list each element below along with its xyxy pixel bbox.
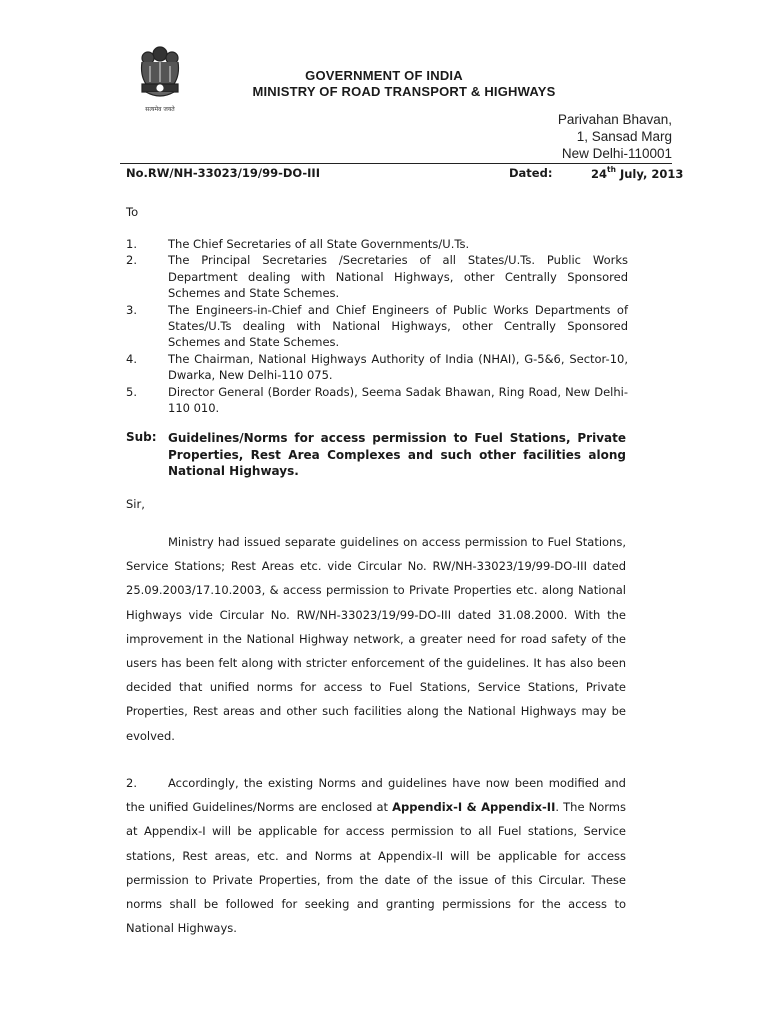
header-divider: [120, 163, 672, 164]
paragraph-2-number: 2.: [126, 776, 137, 790]
list-item-number: 4.: [126, 351, 137, 366]
list-item-number: 1.: [126, 237, 137, 251]
list-item: [126, 236, 628, 252]
address-line-3: New Delhi-110001: [561, 146, 672, 161]
subject-label: Sub:: [126, 430, 157, 444]
date-suffix: th: [607, 165, 616, 174]
list-item: [126, 384, 628, 417]
list-item-number: 2.: [126, 253, 137, 268]
paragraph-2-text-a: Accordingly, the existing Norms and guidelines have now been modified and the unified Guidelines/Norms are enclosed at: [126, 776, 626, 815]
salutation-to: To: [126, 205, 139, 219]
list-item-text: The Engineers-in-Chief and Chief Engineers of Public Works Departments of States/U.Ts dealing with National Highways, other Centrally Sponsored Schemes and State Schemes.: [168, 302, 628, 350]
list-item: [126, 351, 628, 384]
list-item: [126, 252, 628, 301]
list-item-text: The Principal Secretaries /Secretaries of all States/U.Ts. Public Works Department dealing with National Highways, other Centrally Sponsored Schemes and State Schemes.: [168, 253, 628, 301]
paragraph-2: [126, 771, 626, 940]
list-item-number: 5.: [126, 384, 137, 399]
address-line-2: 1, Sansad Marg: [576, 129, 672, 144]
list-item-text: The Chief Secretaries of all State Governments/U.Ts.: [168, 237, 470, 251]
recipient-list: [126, 236, 628, 416]
subject-text: Guidelines/Norms for access permission to Fuel Stations, Private Properties, Rest Area Complexes and such other facilities along National Highways.: [168, 431, 626, 478]
paragraph-1-text: Ministry had issued separate guidelines on access permission to Fuel Stations, Service Stations; Rest Areas etc. vide Circular No. RW/NH-33023/19/99-DO-III dated 25.09.2003/17.10.2003, & access permission to Private Properties etc. along National Highways vide Circular No. RW/NH-33023/19/99-DO-III dated 31.08.2000. With the improvement in the National Highway network, a greater need for road safety of the users has been felt along with stricter enforcement of the guidelines. It has also been decided that unified norms for access to Fuel Stations, Service Stations, Private Properties, Rest areas and other such facilities along the National Highways may be evolved.: [126, 535, 626, 743]
list-item-text: Director General (Border Roads), Seema Sadak Bhawan, Ring Road, New Delhi-110 010.: [168, 384, 628, 416]
ministry-heading: MINISTRY OF ROAD TRANSPORT & HIGHWAYS: [252, 84, 556, 99]
address-line-1: Parivahan Bhavan,: [557, 112, 672, 127]
date-value: [591, 166, 683, 181]
dated-label: Dated:: [509, 166, 553, 180]
paragraph-1: [126, 530, 626, 748]
list-item-number: 3.: [126, 302, 137, 317]
list-item-text: The Chairman, National Highways Authority of India (NHAI), G-5&6, Sector-10, Dwarka, New Delhi-110 075.: [168, 351, 628, 383]
date-day: 24: [591, 166, 608, 181]
date-rest: July, 2013: [615, 166, 684, 181]
government-heading: GOVERNMENT OF INDIA: [305, 68, 463, 83]
paragraph-2-text-b: . The Norms at Appendix-I will be applicable for access permission to all Fuel stations, Service stations, Rest areas, etc. and Norms at Appendix-II will be applicable for access permission to Private Properties, from the date of the issue of this Circular. These norms shall be followed for seeking and granting permissions for the access to National Highways.: [126, 800, 626, 936]
greeting: Sir,: [126, 497, 145, 511]
reference-number: No.RW/NH-33023/19/99-DO-III: [126, 166, 320, 180]
list-item: [126, 302, 628, 351]
emblem-caption: सत्यमेव जयते: [145, 106, 175, 113]
paragraph-2-appendix: Appendix-I & Appendix-II: [392, 800, 556, 815]
